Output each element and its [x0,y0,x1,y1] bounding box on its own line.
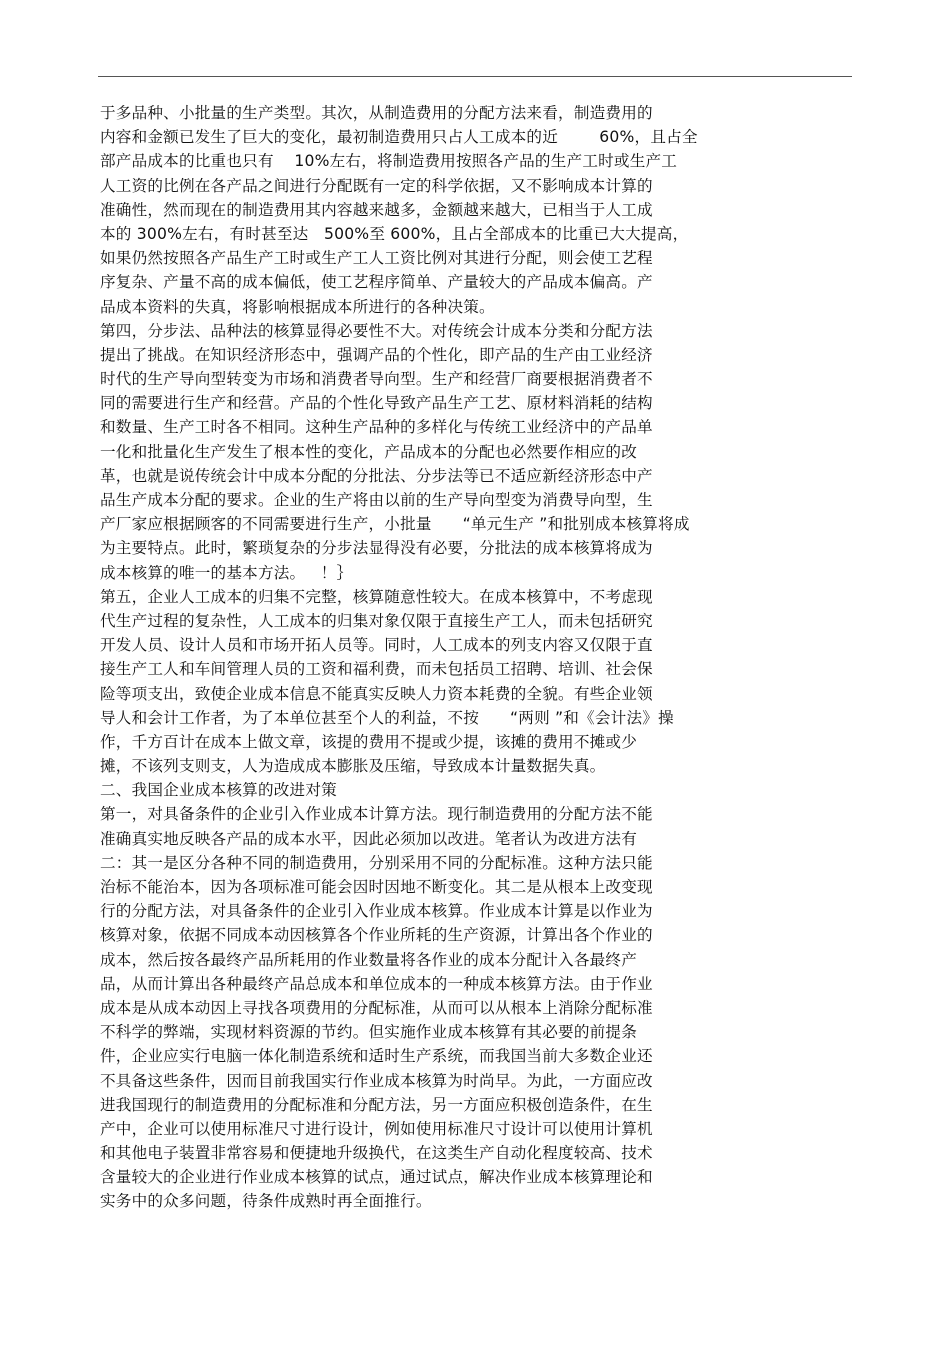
text-line: 本的 300%左右，有时甚至达 500%至 600%，且占全部成本的比重已大大提高， [100,224,689,243]
text-line: 成本是从成本动因上寻找各项费用的分配标准，从而可以从根本上消除分配标准 [100,998,653,1017]
text-line: 二：其一是区分各种不同的制造费用，分别采用不同的分配标准。这种方法只能 [100,853,653,872]
text-line: 第四，分步法、品种法的核算显得必要性不大。对传统会计成本分类和分配方法 [100,321,653,340]
text-line: 内容和金额已发生了巨大的变化，最初制造费用只占人工成本的近 60%，且占全 [100,128,698,147]
text-line: 开发人员、设计人员和市场开拓人员等。同时，人工成本的列支内容又仅限于直 [100,636,653,655]
text-line: 二、我国企业成本核算的改进对策 [100,781,337,800]
text-line: 于多品种、小批量的生产类型。其次，从制造费用的分配方法来看，制造费用的 [100,104,653,122]
text-line: 准确真实地反映各产品的成本水平，因此必须加以改进。笔者认为改进方法有 [100,829,637,848]
text-line: 作，千方百计在成本上做文章，该提的费用不提或少提，该摊的费用不摊或少 [100,732,637,751]
text-line: 革，也就是说传统会计中成本分配的分批法、分步法等已不适应新经济形态中产 [100,466,653,485]
text-line: 和其他电子装置非常容易和便捷地升级换代，在这类生产自动化程度较高、技术 [100,1144,653,1163]
text-line: 成本核算的唯一的基本方法。 ！｝ [100,563,353,582]
text-line: 核算对象，依据不同成本动因核算各个作业所耗的生产资源，计算出各个作业的 [100,926,653,945]
text-line: 部产品成本的比重也只有 10%左右，将制造费用按照各产品的生产工时或生产工 [100,152,678,171]
text-line: 代生产过程的复杂性，人工成本的归集对象仅限于直接生产工人，而未包括研究 [100,611,653,630]
text-line: 导人和会计工作者，为了本单位甚至个人的利益，不按 “两则 ”和《会计法》操 [100,708,674,727]
text-line: 行的分配方法，对具备条件的企业引入作业成本核算。作业成本计算是以作业为 [100,902,653,921]
text-line: 品成本资料的失真，将影响根据成本所进行的各种决策。 [100,297,495,316]
text-line: 和数量、生产工时各不相同。这种生产品种的多样化与传统工业经济中的产品单 [100,418,653,437]
text-line: 准确性，然而现在的制造费用其内容越来越多，金额越来越大，已相当于人工成 [100,200,653,219]
text-line: 品生产成本分配的要求。企业的生产将由以前的生产导向型变为消费导向型，生 [100,491,653,509]
text-line: 品，从而计算出各种最终产品总成本和单位成本的一种成本核算方法。由于作业 [100,974,653,993]
header-rule [98,76,852,77]
document-body [100,101,840,1214]
text-line: 含量较大的企业进行作业成本核算的试点，通过试点，解决作业成本核算理论和 [100,1168,653,1187]
text-line: 实务中的众多问题，待条件成熟时再全面推行。 [100,1192,432,1211]
text-line: 成本，然后按各最终产品所耗用的作业数量将各作业的成本分配计入各最终产 [100,950,637,969]
text-line: 产中，企业可以使用标准尺寸进行设计，例如使用标准尺寸设计可以使用计算机 [100,1119,653,1138]
text-line: 不科学的弊端，实现材料资源的节约。但实施作业成本核算有其必要的前提条 [100,1023,637,1042]
text-line: 时代的生产导向型转变为市场和消费者导向型。生产和经营厂商要根据消费者不 [100,370,653,389]
text-line: 为主要特点。此时，繁琐复杂的分步法显得没有必要，分批法的成本核算将成为 [100,539,653,558]
text-line: 如果仍然按照各产品生产工时或生产工人工资比例对其进行分配，则会使工艺程 [100,249,653,268]
text-line: 一化和批量化生产发生了根本性的变化，产品成本的分配也必然要作相应的改 [100,442,637,461]
text-line: 进我国现行的制造费用的分配标准和分配方法，另一方面应积极创造条件，在生 [100,1095,653,1114]
text-line: 第五，企业人工成本的归集不完整，核算随意性较大。在成本核算中，不考虑现 [100,587,653,606]
text-line: 同的需要进行生产和经营。产品的个性化导致产品生产工艺、原材料消耗的结构 [100,394,653,413]
text-line: 提出了挑战。在知识经济形态中，强调产品的个性化，即产品的生产由工业经济 [100,345,653,364]
text-line: 件，企业应实行电脑一体化制造系统和适时生产系统，而我国当前大多数企业还 [100,1047,653,1066]
text-line: 不具备这些条件，因而目前我国实行作业成本核算为时尚早。为此，一方面应改 [100,1071,653,1090]
text-line: 产厂家应根据顾客的不同需要进行生产，小批量 “单元生产 ”和批别成本核算将成 [100,515,690,534]
text-line: 险等项支出，致使企业成本信息不能真实反映人力资本耗费的全貌。有些企业领 [100,684,653,703]
text-line: 人工资的比例在各产品之间进行分配既有一定的科学依据，又不影响成本计算的 [100,176,653,195]
text-line: 接生产工人和车间管理人员的工资和福利费，而未包括员工招聘、培训、社会保 [100,660,653,679]
text-line: 摊，不该列支则支，人为造成成本膨胀及压缩，导致成本计量数据失真。 [100,757,606,776]
text-line: 第一，对具备条件的企业引入作业成本计算方法。现行制造费用的分配方法不能 [100,805,653,824]
text-line: 治标不能治本，因为各项标准可能会因时因地不断变化。其二是从根本上改变现 [100,878,653,896]
text-line: 序复杂、产量不高的成本偏低，使工艺程序简单、产量较大的产品成本偏高。产 [100,273,653,292]
